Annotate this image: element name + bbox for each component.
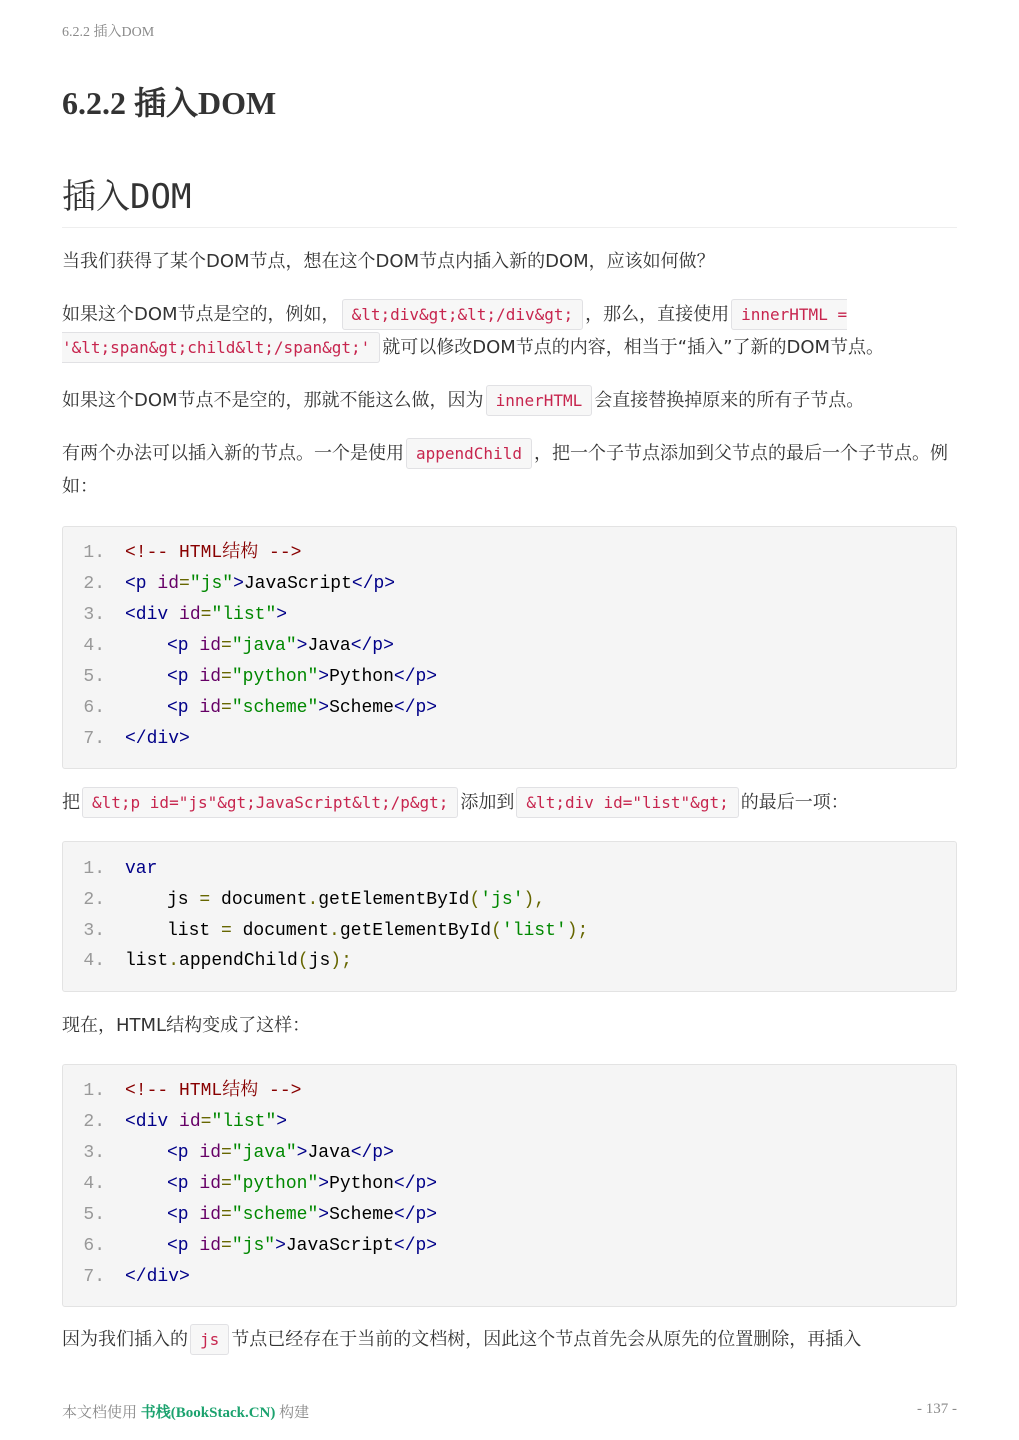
footer-prefix: 本文档使用 [62,1405,138,1421]
inline-code: appendChild [406,438,532,469]
paragraph-nonempty-node [62,384,957,417]
paragraph-text: 添加到 [460,792,515,813]
paragraph-text: 有两个办法可以插入新的节点。一个是使用 [62,443,404,464]
paragraph-text: 如果这个DOM节点是空的，例如， [62,304,340,325]
code-text: <p id="scheme">Scheme</p> [167,1205,438,1225]
line-number: 2. [83,574,105,594]
section-title: 插入DOM [62,169,957,228]
paragraph-text: 把 [62,792,80,813]
code-text: <p id="js">JavaScript</p> [167,1236,438,1256]
paragraph-text: 会直接替换掉原来的所有子节点。 [594,390,865,411]
code-text: <p id="js">JavaScript</p> [125,574,396,594]
code-text: <p id="java">Java</p> [167,636,394,656]
code-text: <!-- HTML结构 --> [125,1081,302,1101]
line-number: 4. [83,1174,105,1194]
paragraph-text: ，把一个子节点添加到父节点的最后一个子节点。例如： [62,443,948,497]
running-header: 6.2.2 插入DOM [62,25,155,40]
inline-code: innerHTML = '&lt;span&gt;child&lt;/span&gt;' [62,299,847,363]
paragraph-already-in-tree [62,1323,957,1356]
code-line [63,916,588,947]
code-text: list = document.getElementById('list'); [167,921,589,941]
paragraph-text: 节点已经存在于当前的文档树，因此这个节点首先会从原先的位置删除，再插入 [231,1329,862,1350]
code-line [63,1107,287,1138]
line-number: 4. [83,951,105,971]
inline-code: js [190,1324,229,1355]
paragraph-empty-node [62,298,957,364]
line-number: 5. [83,1205,105,1225]
line-number: 2. [83,1112,105,1132]
code-line [63,1076,301,1107]
line-number: 7. [83,1267,105,1287]
code-text: <div id="list"> [125,1112,288,1132]
code-line [63,662,437,693]
inline-code: &lt;div&gt;&lt;/div&gt; [342,299,584,330]
code-line [63,885,545,916]
paragraph-append-child [62,437,957,503]
line-number: 7. [83,729,105,749]
page-number: - 137 - [917,1401,957,1417]
code-text: </div> [125,729,190,749]
code-text: <div id="list"> [125,605,288,625]
code-block-append-js [62,841,957,992]
paragraph-now: 现在，HTML结构变成了这样： [62,1015,311,1036]
line-number: 6. [83,1236,105,1256]
code-text: <p id="scheme">Scheme</p> [167,698,438,718]
code-block-html-result [62,1064,957,1307]
code-text: <p id="python">Python</p> [167,1174,438,1194]
line-number: 6. [83,698,105,718]
footer-credit [62,1401,309,1422]
footer-suffix: 构建 [279,1405,310,1421]
line-number: 5. [83,667,105,687]
code-text: </div> [125,1267,190,1287]
line-number: 3. [83,1143,105,1163]
code-line [63,854,157,885]
code-line [63,1200,437,1231]
code-text: <p id="java">Java</p> [167,1143,394,1163]
code-text: <!-- HTML结构 --> [125,543,302,563]
paragraph-text: 因为我们插入的 [62,1329,188,1350]
line-number: 3. [83,921,105,941]
code-line [63,569,395,600]
code-line [63,946,352,977]
code-line [63,724,190,755]
code-line [63,1231,437,1262]
paragraph-text: 的最后一项： [740,792,849,813]
line-number: 1. [83,859,105,879]
inline-code: &lt;p id="js"&gt;JavaScript&lt;/p&gt; [82,787,458,818]
line-number: 4. [83,636,105,656]
code-block-html-structure [62,526,957,769]
footer-brand-link[interactable]: 书栈(BookStack.CN) [140,1405,276,1421]
code-line [63,1169,437,1200]
paragraph-text: 就可以修改DOM节点的内容，相当于“插入”了新的DOM节点。 [382,337,885,358]
code-text: <p id="python">Python</p> [167,667,438,687]
chapter-title: 6.2.2 插入DOM [62,85,277,121]
paragraph-intro: 当我们获得了某个DOM节点，想在这个DOM节点内插入新的DOM，应该如何做？ [62,251,715,272]
paragraph-append-target [62,786,957,819]
code-line [63,1138,394,1169]
code-line [63,538,301,569]
code-line [63,600,287,631]
line-number: 2. [83,890,105,910]
line-number: 1. [83,1081,105,1101]
code-line [63,631,394,662]
inline-code: &lt;div id="list"&gt; [516,787,738,818]
code-line [63,693,437,724]
paragraph-text: ，那么，直接使用 [585,304,730,325]
code-text: js = document.getElementById('js'), [167,890,546,910]
code-line [63,1262,190,1293]
inline-code: innerHTML [486,385,593,416]
line-number: 1. [83,543,105,563]
paragraph-text: 如果这个DOM节点不是空的，那就不能这么做，因为 [62,390,484,411]
code-text: var [125,859,158,879]
line-number: 3. [83,605,105,625]
code-text: list.appendChild(js); [125,951,352,971]
